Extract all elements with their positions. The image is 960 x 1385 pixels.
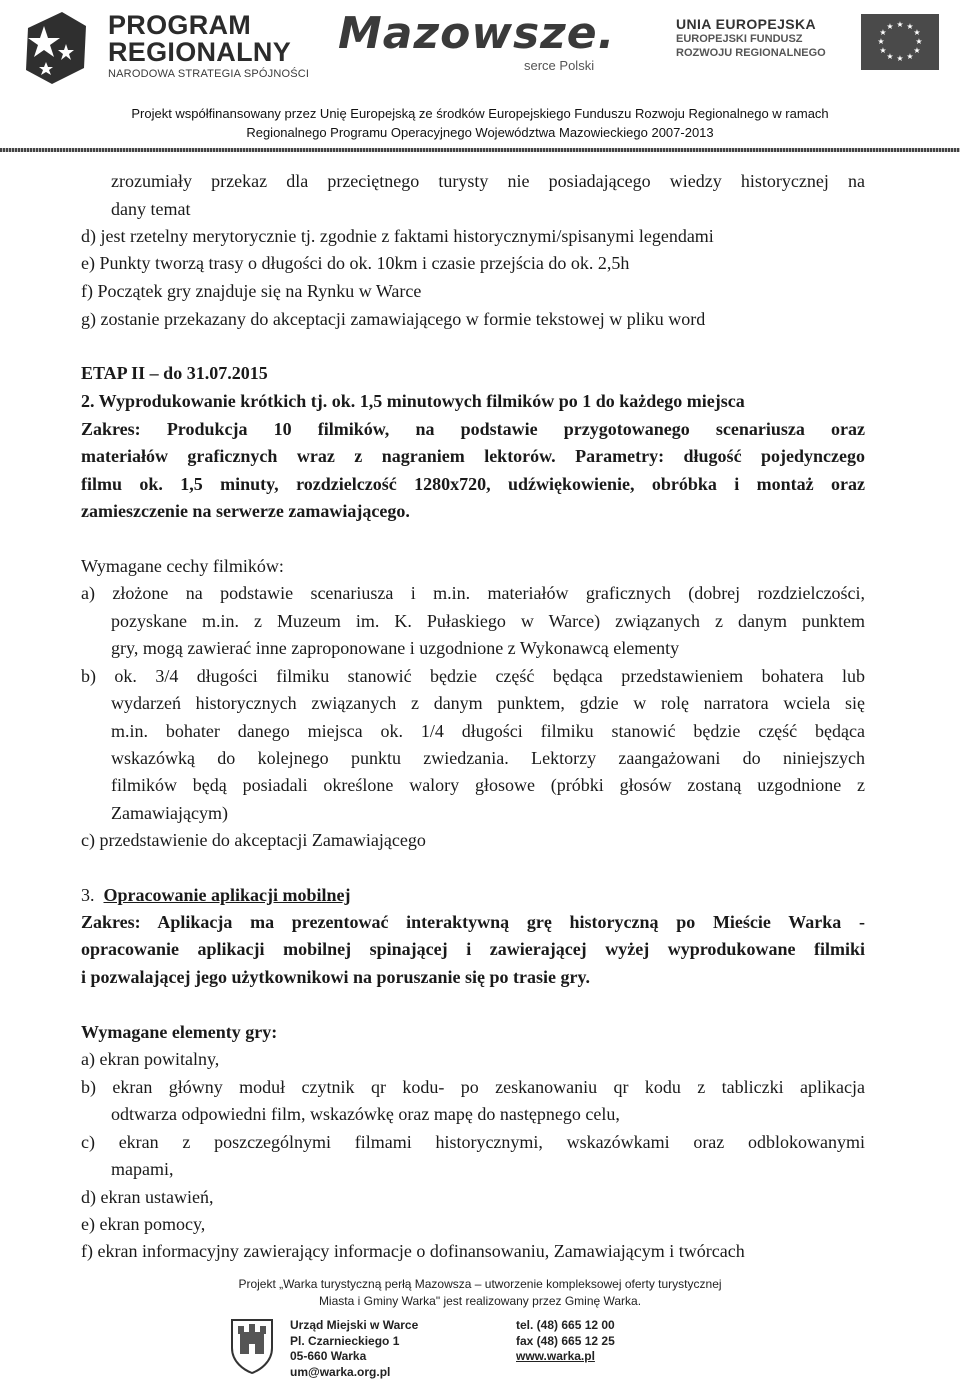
office-street: Pl. Czarnieckiego 1: [290, 1333, 400, 1348]
element-item-e: e) ekran pomocy,: [81, 1214, 206, 1234]
eu-line1: UNIA EUROPEJSKA: [676, 16, 817, 32]
section-2-line: Zakres: Produkcja 10 filmików, na podstawie przygotowanego scenariusza oraz: [81, 419, 865, 439]
section-3-line: Zakres: Aplikacja ma prezentować interaktywną grę historyczną po Mieście Warka -: [81, 912, 865, 932]
svg-text:★: ★: [886, 52, 894, 61]
section-2-title: 2. Wyprodukowanie krótkich tj. ok. 1,5 minutowych filmików po 1 do każdego miejsca: [81, 391, 745, 411]
feature-item-b-cont: Zamawiającym): [111, 803, 228, 823]
project-line2: Regionalnego Programu Operacyjnego Województwa Mazowieckiego 2007-2013: [246, 125, 714, 140]
element-item-a: a) ekran powitalny,: [81, 1049, 220, 1069]
svg-text:★: ★: [906, 22, 914, 31]
svg-text:★: ★: [879, 28, 887, 37]
mazowsze-logo: [338, 8, 618, 80]
list-item-g: g) zostanie przekazany do akceptacji zamawiającego w formie tekstowej w pliku word: [81, 309, 706, 329]
body-line: zrozumiały przekaz dla przeciętnego turysty nie posiadającego wiedzy historycznej na: [111, 171, 865, 191]
project-cofinancing-note: [0, 104, 960, 142]
element-item-f: f) ekran informacyjny zawierający informacje o dofinansowaniu, Zamawiającym i twórcach: [81, 1241, 745, 1261]
eu-line2: EUROPEJSKI FUNDUSZ: [676, 33, 803, 45]
svg-text:★: ★: [913, 28, 921, 37]
footer-project-line2: Miasta i Gminy Warka" jest realizowany przez Gminę Warka.: [318, 1294, 642, 1308]
element-item-b-cont: odtwarza odpowiedni film, wskazówkę oraz mapę do następnego celu,: [111, 1104, 620, 1124]
svg-text:★: ★: [913, 46, 921, 55]
svg-text:★: ★: [896, 20, 904, 29]
svg-text:★: ★: [877, 37, 885, 46]
svg-text:★: ★: [896, 54, 904, 63]
feature-item-a-cont: pozyskane m.in. z Muzeum im. K. Pułaskiego w Warce) związanych z danym punktem: [111, 611, 865, 631]
feature-item-a-cont: gry, mogą zawierać inne zaproponowane i uzgodnione z Wykonawcą elementy: [111, 638, 680, 658]
svg-text:★: ★: [915, 37, 923, 46]
feature-item-b: b) ok. 3/4 długości filmiku stanowić będzie część będąca przedstawieniem bohatera lub: [81, 666, 865, 686]
page-header: [0, 0, 960, 155]
section-2-line: filmu ok. 1,5 minuty, rozdzielczość 1280x720, udźwiękowienie, obróbka i montaż oraz: [81, 474, 865, 494]
svg-text:★: ★: [886, 22, 894, 31]
office-address: [290, 1318, 418, 1380]
features-heading: Wymagane cechy filmików:: [81, 556, 284, 576]
feature-item-b-cont: filmików będą posiadali określone walory głosowe (próbki głosów zostaną uzgodnione z: [111, 775, 865, 795]
feature-item-b-cont: wydarzeń historycznych związanych z danym punktem, gdzie w rolę narratora wciela się: [111, 693, 865, 713]
feature-item-a: a) złożone na podstawie scenariusza i m.in. materiałów graficznych (dobrej rozdzielczości,: [81, 583, 865, 603]
office-email[interactable]: um@warka.org.pl: [290, 1364, 391, 1379]
section-3-title-text: Opracowanie aplikacji mobilnej: [103, 885, 351, 905]
page-footer: [0, 1274, 960, 1385]
star-flag-icon: [22, 8, 92, 86]
office-name: Urząd Miejski w Warce: [290, 1318, 419, 1332]
program-subtitle: NARODOWA STRATEGIA SPÓJNOŚCI: [108, 68, 310, 80]
eu-line3: ROZWOJU REGIONALNEGO: [676, 47, 826, 59]
eu-logo: [676, 14, 946, 74]
office-contact: [516, 1318, 615, 1365]
list-item-f: f) Początek gry znajduje się na Rynku w Warce: [81, 281, 422, 301]
section-3-number: 3.: [81, 885, 104, 905]
svg-text:★: ★: [906, 52, 914, 61]
warka-crest-icon: [230, 1318, 274, 1374]
footer-project-note: [0, 1276, 960, 1310]
element-item-d: d) ekran ustawień,: [81, 1187, 214, 1207]
element-item-c-cont: mapami,: [111, 1159, 174, 1179]
program-line2: REGIONALNY: [108, 37, 292, 67]
office-phone: tel. (48) 665 12 00: [516, 1318, 615, 1332]
office-website-link[interactable]: www.warka.pl: [516, 1349, 595, 1363]
header-divider: [0, 148, 960, 152]
section-3-line: opracowanie aplikacji mobilnej spinającej i zawierającej wyżej wyprodukowane filmiki: [81, 939, 865, 959]
office-postcode: 05-660 Warka: [290, 1349, 367, 1363]
svg-text:★: ★: [879, 46, 887, 55]
mazowsze-subtitle: serce Polski: [524, 58, 595, 73]
feature-item-b-cont: m.in. bohater danego miejsca ok. 1/4 długości filmiku stanowić będzie część będąca: [111, 721, 865, 741]
elements-heading: Wymagane elementy gry:: [81, 1022, 278, 1042]
body-line: dany temat: [111, 199, 191, 219]
element-item-c: c) ekran z poszczególnymi filmami historycznymi, wskazówkami oraz odblokowanymi: [81, 1132, 865, 1152]
list-item-e: e) Punkty tworzą trasy o długości do ok. 10km i czasie przejścia do ok. 2,5h: [81, 253, 630, 273]
program-regionalny-logo: [22, 8, 312, 86]
section-2-line: zamieszczenie na serwerze zamawiającego.: [81, 501, 410, 521]
section-3-line: i pozwalającej jego użytkownikowi na poruszanie się po trasie gry.: [81, 967, 590, 987]
stage-heading: ETAP II – do 31.07.2015: [81, 363, 268, 383]
feature-item-c: c) przedstawienie do akceptacji Zamawiającego: [81, 830, 426, 850]
program-line1: PROGRAM: [108, 10, 252, 40]
project-line1: Projekt współfinansowany przez Unię Europejską ze środków Europejskiego Funduszu Rozwoju Regionalnego w ramach: [131, 106, 829, 121]
footer-project-line1: Projekt „Warka turystyczną perłą Mazowsza – utworzenie kompleksowej oferty turystycznej: [238, 1277, 722, 1291]
mazowsze-wordmark: Mazowsze.: [338, 8, 616, 59]
office-fax: fax (48) 665 12 25: [516, 1333, 615, 1348]
list-item-d: d) jest rzetelny merytorycznie tj. zgodnie z faktami historycznymi/spisanymi legendami: [81, 226, 714, 246]
eu-flag-icon: [861, 14, 939, 70]
section-3-title: [81, 882, 351, 909]
feature-item-b-cont: wskazówką do kolejnego punktu zwiedzania. Lektorzy zaangażowani do niniejszych: [111, 748, 865, 768]
section-2-line: materiałów graficznych wraz z nagraniem lektorów. Parametry: długość pojedynczego: [81, 446, 865, 466]
element-item-b: b) ekran główny moduł czytnik qr kodu- po zeskanowaniu qr kodu z tabliczki aplikacja: [81, 1077, 865, 1097]
